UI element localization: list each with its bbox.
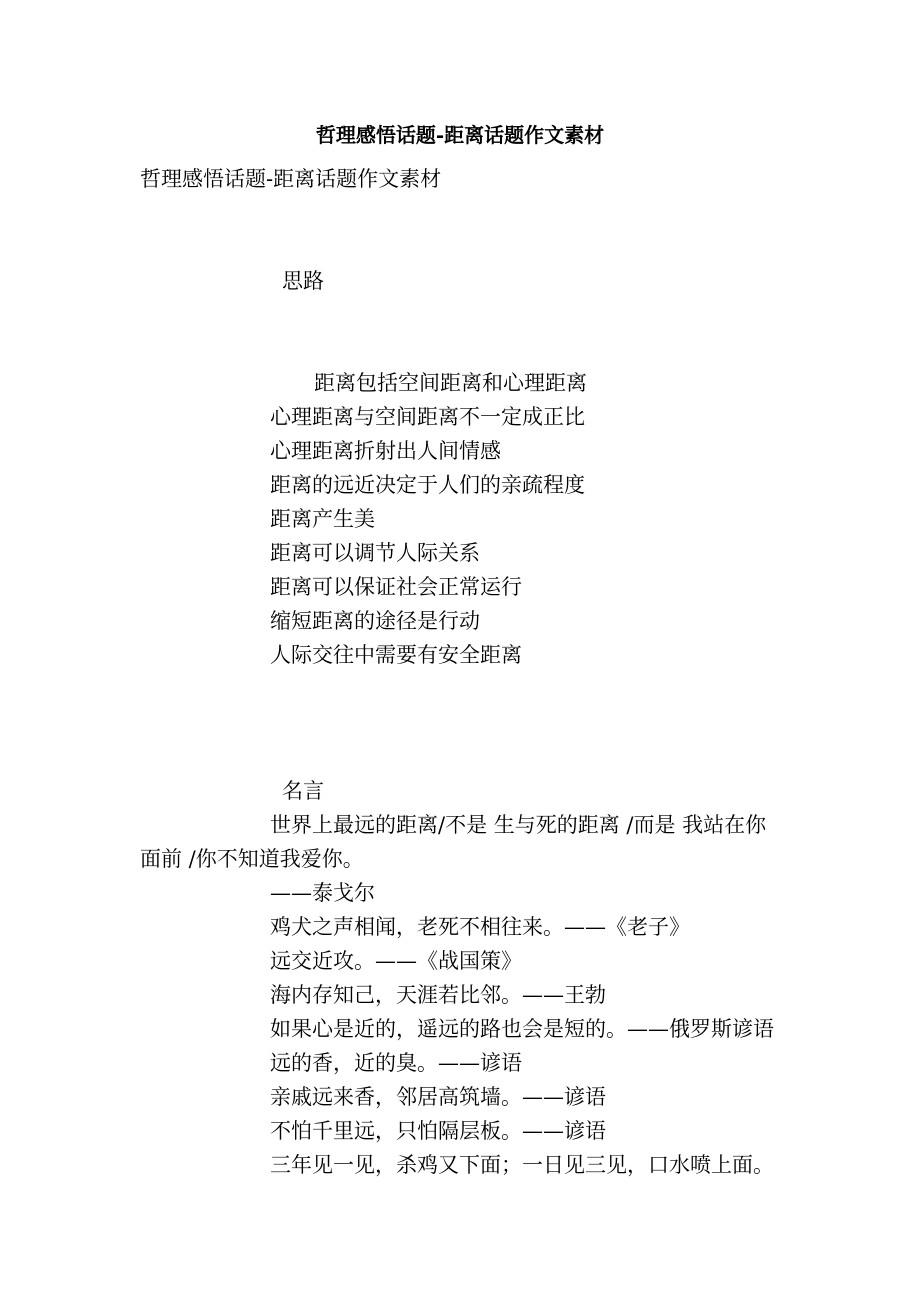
quote-item: 三年见一见，杀鸡又下面；一日见三见，口水喷上面。 bbox=[270, 1153, 774, 1177]
document-subtitle: 哲理感悟话题-距离话题作文素材 bbox=[140, 167, 442, 191]
quote-item: 海内存知己，天涯若比邻。——王勃 bbox=[270, 983, 606, 1007]
quote-item: 如果心是近的，遥远的路也会是短的。——俄罗斯谚语 bbox=[270, 1017, 774, 1041]
document-title: 哲理感悟话题-距离话题作文素材 bbox=[315, 123, 605, 147]
quote-item: 远交近攻。——《战国策》 bbox=[270, 949, 522, 973]
point-item: 距离可以调节人际关系 bbox=[270, 541, 480, 565]
section-heading-thoughts: 思路 bbox=[282, 269, 324, 293]
point-item: 距离可以保证社会正常运行 bbox=[270, 575, 522, 599]
point-item: 距离的远近决定于人们的亲疏程度 bbox=[270, 473, 585, 497]
point-item: 心理距离折射出人间情感 bbox=[270, 439, 501, 463]
point-item: 缩短距离的途径是行动 bbox=[270, 609, 480, 633]
quote-item: 鸡犬之声相闻，老死不相往来。——《老子》 bbox=[270, 915, 690, 939]
quote-item: 亲戚远来香，邻居高筑墙。——谚语 bbox=[270, 1085, 606, 1109]
quote-line: 世界上最远的距离/不是 生与死的距离 /而是 我站在你 bbox=[270, 813, 767, 837]
point-item: 心理距离与空间距离不一定成正比 bbox=[270, 405, 585, 429]
point-item: 距离产生美 bbox=[270, 507, 375, 531]
quote-author: ——泰戈尔 bbox=[270, 881, 375, 905]
section-heading-quotes: 名言 bbox=[282, 779, 324, 803]
quote-item: 不怕千里远，只怕隔层板。——谚语 bbox=[270, 1119, 606, 1143]
quote-line-continued: 面前 /你不知道我爱你。 bbox=[140, 847, 364, 871]
point-item: 距离包括空间距离和心理距离 bbox=[314, 371, 587, 395]
point-item: 人际交往中需要有安全距离 bbox=[270, 643, 522, 667]
quote-item: 远的香，近的臭。——谚语 bbox=[270, 1051, 522, 1075]
